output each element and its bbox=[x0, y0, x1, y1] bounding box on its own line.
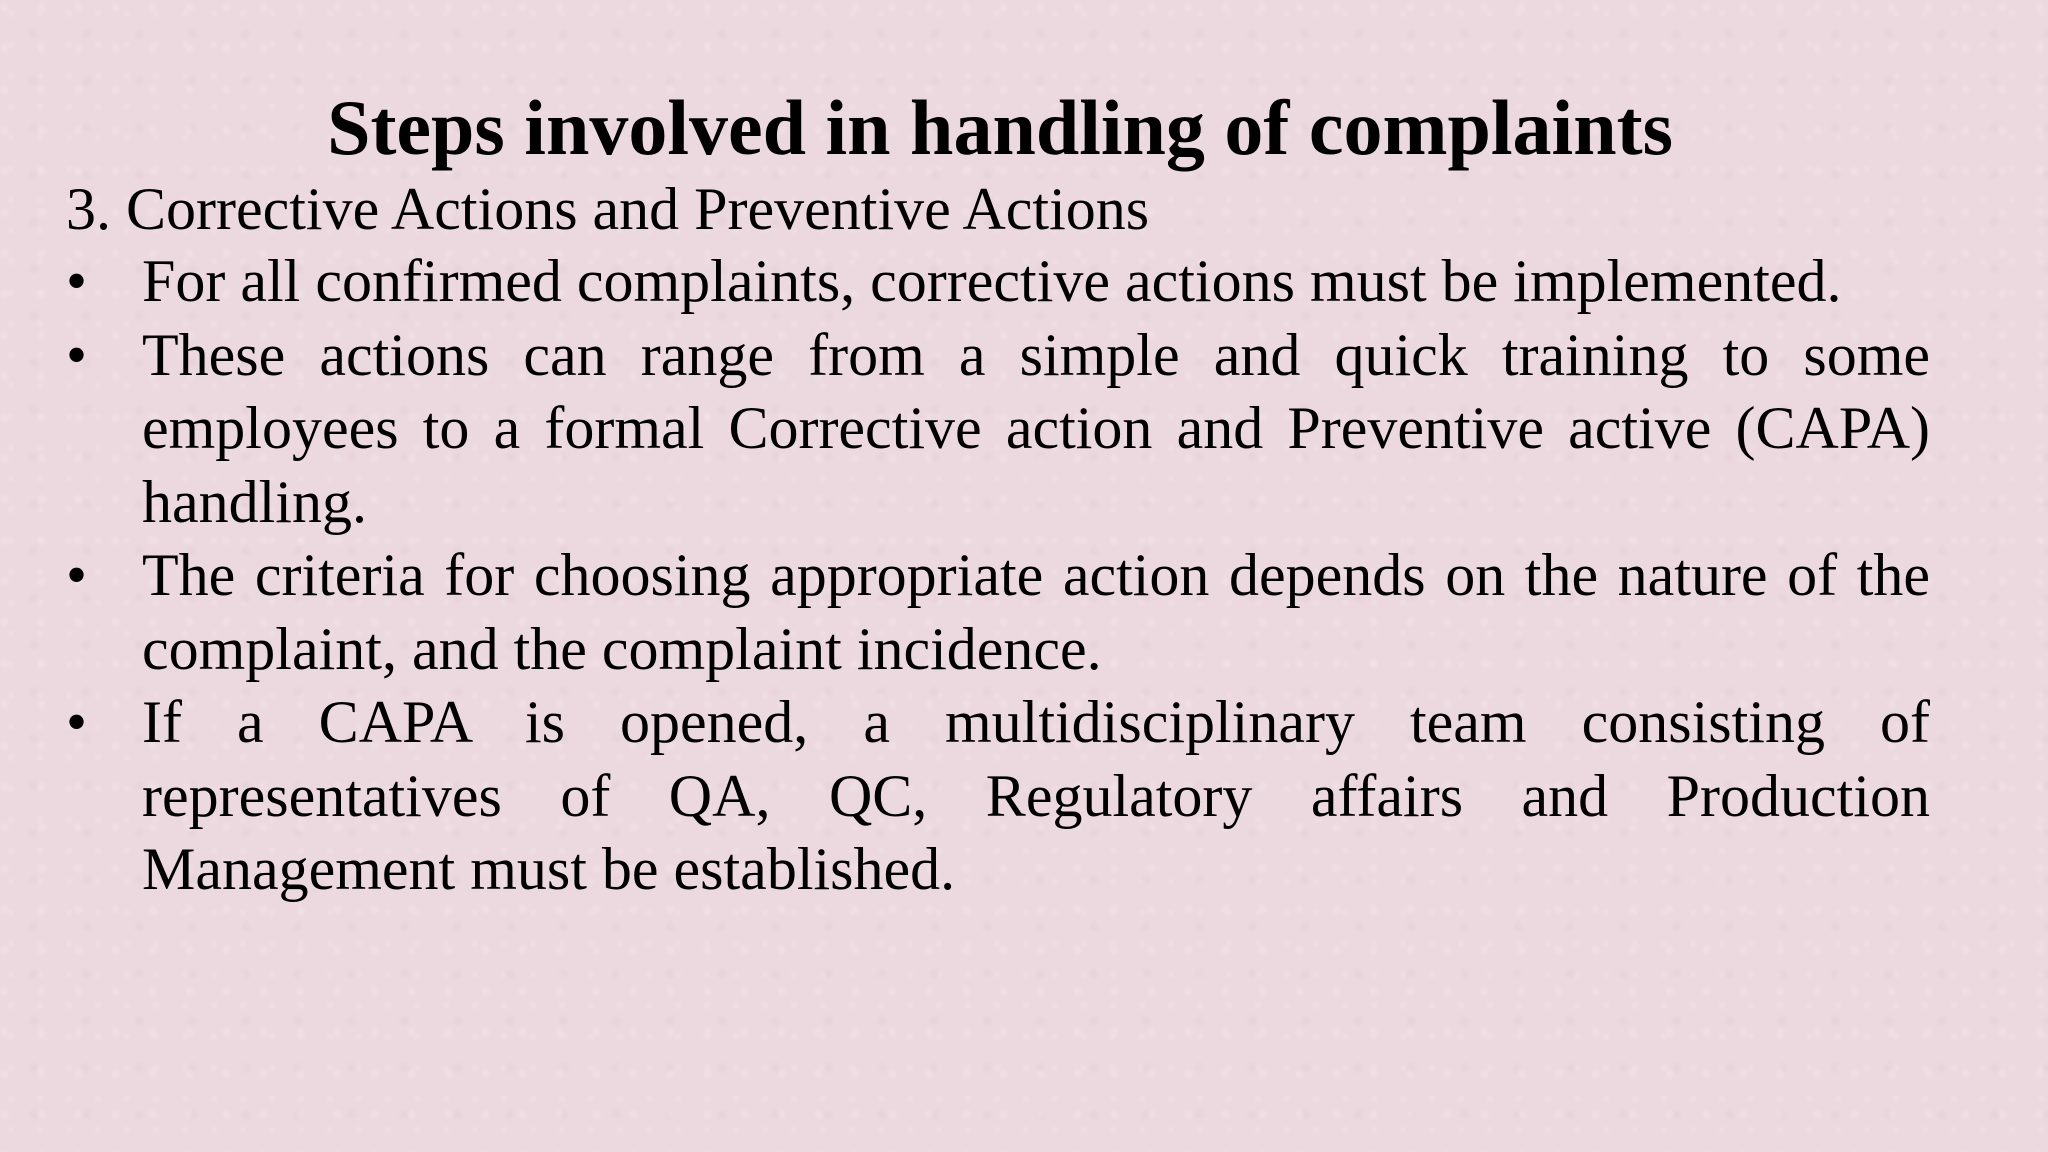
bullet-text: These actions can range from a simple and quick training to some employees to a formal Corrective action and Preventive active (CAPA) handling. bbox=[142, 321, 1930, 535]
section-subheading: 3. Corrective Actions and Preventive Actions bbox=[66, 176, 1150, 242]
bullet-item bbox=[66, 686, 1930, 907]
bullet-text: The criteria for choosing appropriate action depends on the nature of the complaint, and the complaint incidence. bbox=[142, 542, 1930, 682]
bullet-text: For all confirmed complaints, corrective actions must be implemented. bbox=[142, 248, 1842, 314]
bullet-item bbox=[66, 539, 1930, 686]
bullet-list bbox=[66, 245, 1930, 907]
slide-title: Steps involved in handling of complaints bbox=[327, 84, 1673, 171]
bullet-item bbox=[66, 319, 1930, 540]
bullet-text: If a CAPA is opened, a multidisciplinary team consisting of representatives of QA, QC, Regulatory affairs and Production Management must be established. bbox=[142, 689, 1930, 902]
bullet-icon: • bbox=[66, 321, 88, 388]
bullet-item bbox=[66, 245, 1930, 319]
bullet-icon: • bbox=[66, 542, 88, 608]
bullet-icon: • bbox=[66, 248, 88, 314]
bullet-icon: • bbox=[66, 689, 88, 755]
